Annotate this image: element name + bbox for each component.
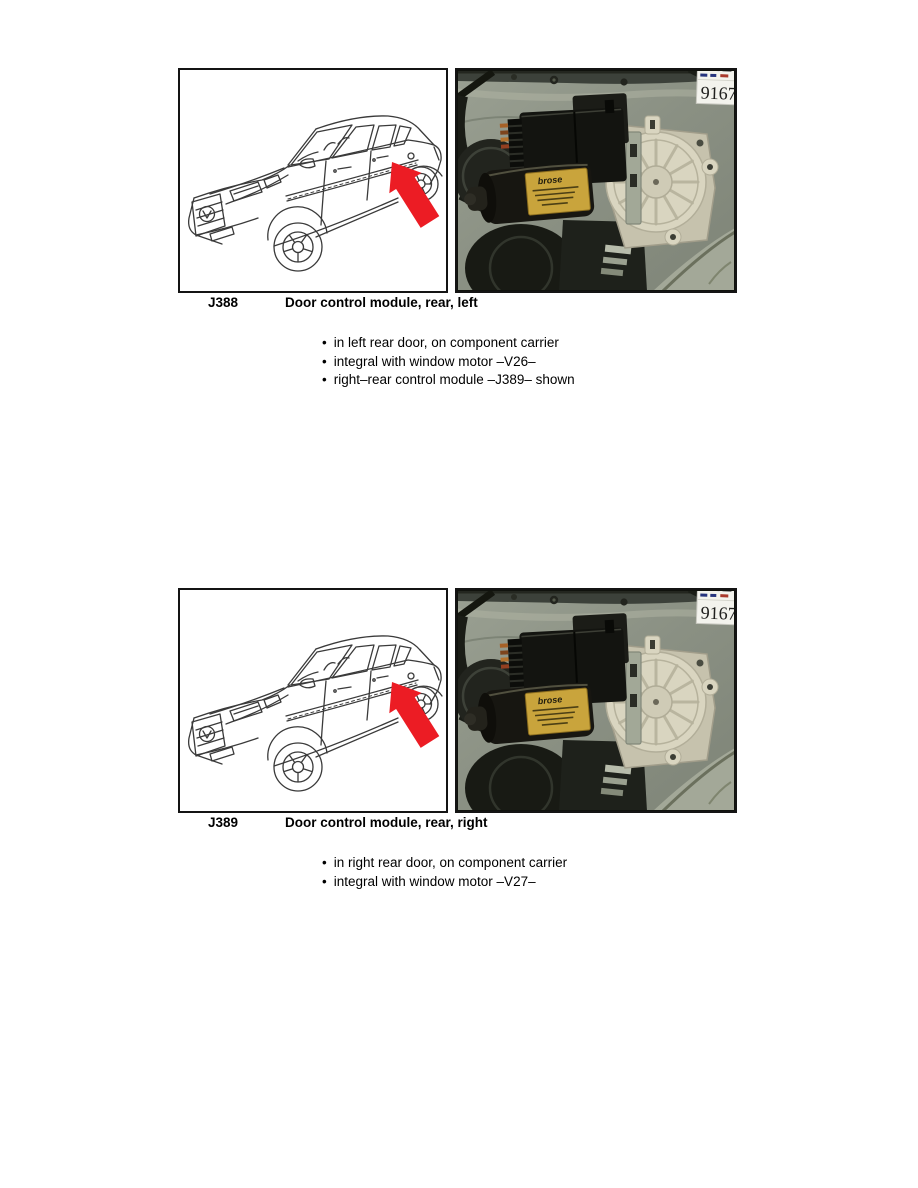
bullet-list — [322, 854, 567, 891]
car-location-drawing — [180, 70, 446, 291]
component-photo — [457, 70, 735, 291]
component-photo — [457, 590, 735, 811]
bullet-item: • in right rear door, on component carrier — [322, 854, 567, 873]
car-location-drawing-frame — [178, 588, 448, 813]
component-caption — [208, 295, 478, 310]
section-j388 — [178, 68, 740, 538]
component-code: J389 — [208, 815, 239, 830]
component-title: Door control module, rear, right — [285, 815, 488, 830]
bullet-item: • integral with window motor –V27– — [322, 873, 567, 892]
component-code: J388 — [208, 295, 239, 310]
car-location-drawing-frame — [178, 68, 448, 293]
component-caption — [208, 815, 488, 830]
car-location-drawing — [180, 590, 446, 811]
section-j389 — [178, 588, 740, 1058]
bullet-item: • integral with window motor –V26– — [322, 353, 575, 372]
bullet-item: • right–rear control module –J389– shown — [322, 371, 575, 390]
bullet-list — [322, 334, 575, 390]
bullet-item: • in left rear door, on component carrier — [322, 334, 575, 353]
figure-row — [178, 68, 740, 293]
figure-row — [178, 588, 740, 813]
component-title: Door control module, rear, left — [285, 295, 478, 310]
component-photo-frame — [455, 588, 737, 813]
component-photo-frame — [455, 68, 737, 293]
